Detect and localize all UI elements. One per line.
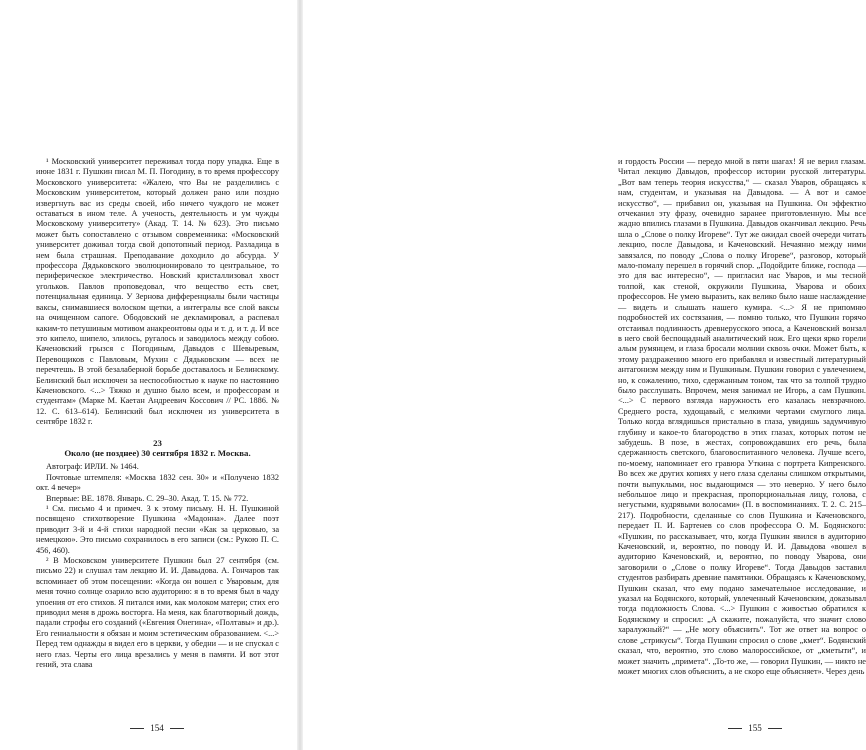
footnote-paragraph: ¹ Московский университет переживал тогда пору упадка. Еще в июне 1831 г. Пушкин писал М. П. Погодину, в то время профессору Московского университета: «Жалею, что Вы не разделились с Московским университетом, который должен рано или поздно извергнуть вас из среды своей, ибо ничего чуждого не может оставаться в ином теле. А ученость, деятельность и ум чужды Московскому университету» (Акад. Т. 14. № 623). Это письмо может быть сопоставлено с отзывом современника: «Московский университет доживал тогда свой допотопный период. Разладица в нем была страшная. Преподавание доходило до абсурда. У профессора Дядьковского эволюционировало то центральное, то периферическое электричество. Новский кристаллизовал хвост угольков. Павлов проповедовал, что вещество есть свет, потенциальная единица. У Зернова дифференциалы были частицы ваксы, снимавшиеся волоском щетки, а интегралы все слой ваксы на очищенном сапоге. Ободовский не декламировал, а распевал каким-то петушиным мотивом анакреонтовы оды и т. д. и т. д. И все это кипело, шипело, злилось, ругалось и заводилось между собою. Каченовский грызся с Погодиным, Давыдов с Шевыревым, Перевощиков с Павловым, Мухин с Дядьковским — всех не перечтешь. В этой безалаберной борьбе доставалось и Белинскому. Белинский был исключен за неспособностью к науке по настоянию Каченовского. <...> Тяжко и душно было всем, и профессорам и студентам» (Марке М. Каетан Андреевич Коссович // РС. 1886. № 12. С. 613–614). Белинский был исключен из университета в сентябре 1832 г.: [36, 157, 279, 427]
section-title: Около (не позднее) 30 сентября 1832 г. Москва.: [64, 447, 251, 458]
right-page: [300, 0, 866, 750]
left-page-text: [36, 157, 279, 671]
right-page-text: [618, 157, 866, 677]
page-number: 155: [695, 723, 815, 733]
footnote-paragraph: и гордость России — передо мной в пяти шагах! Я не верил глазам. Читал лекцию Давыдов, профессор истории русской литературы. „Вот вам теперь теория искусства,“ — сказал Уваров, обращаясь к нам, студентам, и указывая на Давыдова. — А вот и самое искусство“, — прибавил он, указывая на Пушкина. Он эффектно отчеканил эту фразу, очевидно заранее приготовленную. Мы все жадно впились глазами в Пушкина. Давыдов оканчивал лекцию. Речь шла о „Слове о полку Игореве“. Тут же ожидал своей очереди читать лекцию, после Давыдова, и Каченовский. Нечаянно между ними завязался, по поводу „Слова о полку Игореве“, разговор, который мало-помалу перешел в горячий спор. „Подойдите ближе, господа — это для вас интересно“, — пригласил нас Уваров, и мы тесной толпой, как стеной, окружили Пушкина, Уварова и обоих профессоров. Не умею выразить, как велико было наше наслаждение — видеть и слышать нашего кумира. <...> Я не припомню подробностей их состязания, — помню только, что Пушкин горячо отстаивал подлинность древнерусского эпоса, а Каченовский вонзал в него свой беспощадный аналитический нож. Его щеки ярко горели алым румянцем, и глаза бросали молнии сквозь очки. Может быть, к этому раздражению много его прибавлял и известный литературный антагонизм между ним и Пушкиным. Пушкин говорил с увлечением, но, к сожалению, тихо, сдержанным тоном, так что за толпой трудно было расслушать. Впрочем, меня занимал не Игорь, а сам Пушкин. <...> С первого взгляда наружность его казалась невзрачною. Среднего роста, худощавый, с мелкими чертами смуглого лица. Только когда вглядишься пристально в глаза, увидишь задумчивую глубину и какое-то благородство в этих глазах, которых потом не забудешь. В позе, в жестах, сопровождавших его речь, была сдержанность светского, благовоспитанного человека. Лучше всего, по-моему, напоминает его гравюра Уткина с портрета Кипренского. Во всех же других копиях у него глаза сделаны слишком открытыми, почти выпуклыми, нос выдающимся — это неверно. У него было небольшое лицо и прекрасная, пропорциональная лицу, голова, с негустыми, кудрявыми волосами» (П. в воспоминаниях. Т. 2. С. 215–217). Подробности, сделанные со слов Пушкина и Каченовского, передает П. И. Бартенев со слов профессора О. М. Бодянского: «Пушкин, по рассказывает, что, когда Пушкин явился в аудиторию Каченовский, и, вероятно, по поводу И. И. Давыдова «вошел в аудиторию Каченовский, и, вероятно, по поводу Уварова, они заговорили о „Слове о полку Игореве“. Тогда Давыдов заставил студентов разбирать древние памятники. Обращаясь к Каченовскому, Пушкин сказал, что ему подано замечательное исследование, и указал на Бодянского, который, увлеченный Каченовским, доказывал тогда подложность Слова. <...> Пушкин с живостью обратился к Бодянскому и спросил: „А скажите, пожалуйста, что значит слово харалужный?“ — „Не могу объяснить“. Тот же ответ на вопрос о слове „стрикусы“. Тогда Пушкин спросил о слове „кмет“. Бодянский сказал, что, вероятно, это слово малороссийское, от „кметыти“, и может значить „примета“. „То-то же, — говорил Пушкин, — никто не может многих слов объяснить, а не скоро еще объясняет». Через день: [618, 157, 866, 676]
source-note: Автограф: ИРЛИ. № 1464.: [46, 462, 139, 472]
left-page: [0, 0, 300, 750]
source-note: Почтовые штемпеля: «Москва 1832 сен. 30» и «Получено 1832 окт. 4 вечер»: [36, 472, 279, 493]
footnote-paragraph: ² В Московском университете Пушкин был 27 сентября (см. письмо 22) и слушал там лекцию И. И. Давыдова. А. Гончаров так вспоминает об этом посещении: «Когда он вошел с Уваровым, для меня точно солнце озарило всю аудиторию: я в то время был в чаду упоения от его стихов. Я питался ими, как молоком матери; стих его приводил меня в дрожь восторга. На меня, как благотворный дождь, падали строфы его созданий («Евгения Онегина», «Полтавы» и др.). Его гениальности я обязан и моим эстетическим образованием. <...> Перед тем однажды я видел его в церкви, у обедни — и не спускал с него глаз. Черты его лица врезались у меня в памяти. И вот этот гений, эта слава: [36, 556, 279, 670]
footnote-paragraph: ¹ См. письмо 4 и примеч. 3 к этому письму. Н. Н. Пушкиной посвящено стихотворение Пушкина «Мадонна». Далее поэт приводит 3-й и 4-й стихи народной песни «Как за церковью, за немецкою». Это письмо сохранилось в его записи (см.: Рукою П. С. 456, 460).: [36, 504, 279, 555]
source-note: Впервые: ВЕ. 1878. Январь. С. 29–30. Акад. Т. 15. № 772.: [46, 493, 249, 503]
page-number: 154: [97, 723, 217, 733]
section-number: 23: [153, 437, 162, 448]
